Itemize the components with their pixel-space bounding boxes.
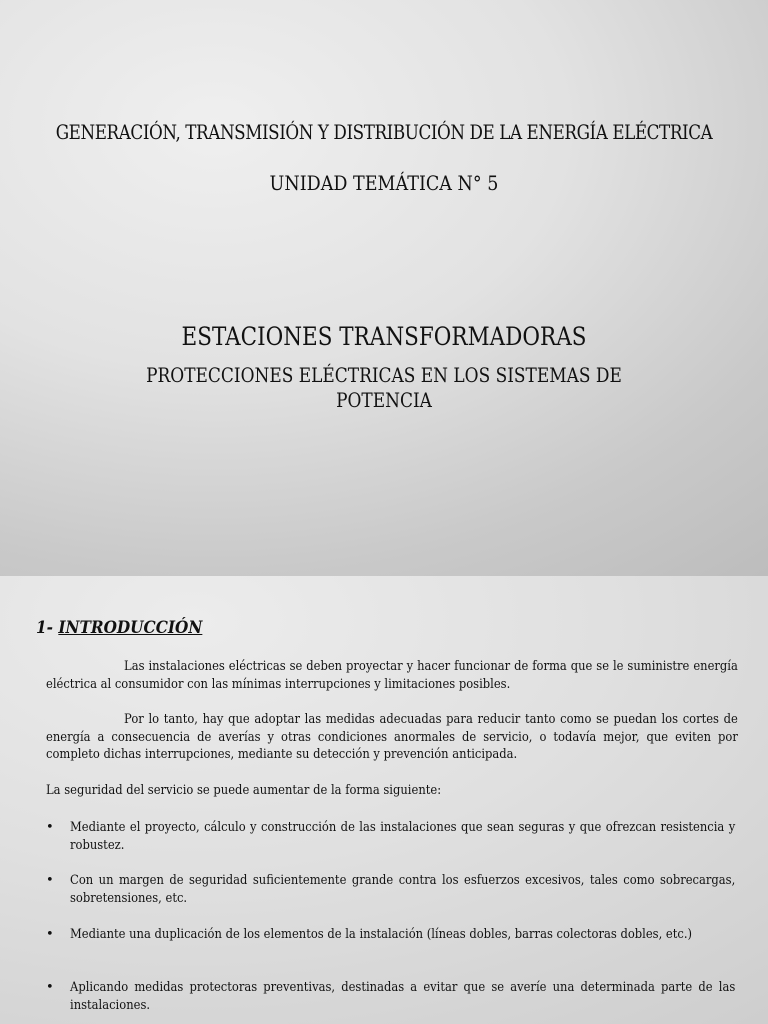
bullet-item: Mediante el proyecto, cálculo y construcción de las instalaciones que sean seguras y que ofrezcan resistencia y robustez. [70, 820, 736, 853]
bullet-marker: • [46, 873, 54, 888]
bullet-marker: • [46, 927, 54, 942]
subtitle-line-2: POTENCIA [336, 389, 432, 412]
bullet-marker: • [46, 820, 54, 835]
section-heading [36, 618, 202, 638]
bullet-item: Aplicando medidas protectoras preventivas, destinadas a evitar que se averíe una determinada parte de las instalaciones. [70, 980, 736, 1013]
section-title: INTRODUCCIÓN [58, 618, 203, 638]
section-number: 1- [36, 618, 59, 638]
course-title: GENERACIÓN, TRANSMISIÓN Y DISTRIBUCIÓN DE LA ENERGÍA ELÉCTRICA [55, 121, 713, 144]
bullet-item: Con un margen de seguridad suficientemente grande contra los esfuerzos excesivos, tales como sobrecargas, sobretensiones, etc. [70, 873, 736, 906]
unit-title: UNIDAD TEMÁTICA N° 5 [269, 172, 499, 195]
bullet-marker: • [46, 980, 54, 995]
content-slide [0, 576, 768, 1024]
paragraph-1: Las instalaciones eléctricas se deben proyectar y hacer funcionar de forma que se le suministre energía eléctrica al consumidor con las mínimas interrupciones y limitaciones posibles. [46, 659, 738, 692]
paragraph-3: La seguridad del servicio se puede aumentar de la forma siguiente: [46, 783, 442, 798]
main-title: ESTACIONES TRANSFORMADORAS [181, 322, 587, 351]
bullet-item: Mediante una duplicación de los elementos de la instalación (líneas dobles, barras colectoras dobles, etc.) [70, 927, 692, 942]
subtitle-line-1: PROTECCIONES ELÉCTRICAS EN LOS SISTEMAS DE [146, 364, 622, 387]
paragraph-2: Por lo tanto, hay que adoptar las medidas adecuadas para reducir tanto como se puedan los cortes de energía a consecuencia de averías y otras condiciones anormales de servicio, o todavía mejor, que eviten por completo dichas interrupciones, mediante su detección y prevención anticipada. [46, 712, 738, 762]
